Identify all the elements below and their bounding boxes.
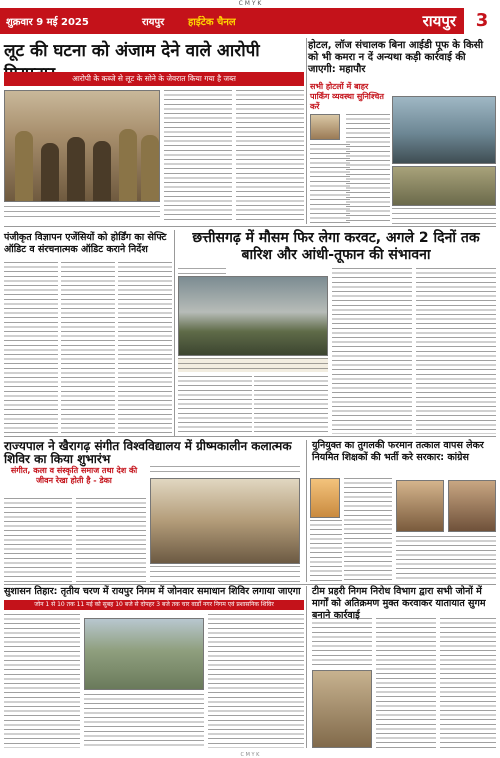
column-divider — [306, 440, 307, 582]
lead-headline: लूट की घटना को अंजाम देने वाले आरोपी — [4, 41, 260, 61]
inset-photo — [310, 114, 340, 140]
weather-body-col3 — [332, 268, 412, 434]
camp-photo — [84, 618, 204, 690]
column-divider — [306, 586, 307, 748]
hoarding-body-col3 — [118, 262, 172, 434]
registration-mark-bottom: C M Y K — [240, 752, 260, 758]
weather-dateline — [178, 268, 226, 274]
photo-figure — [119, 129, 137, 201]
leader-photo-1 — [396, 480, 444, 532]
encroachment-body-col3 — [440, 618, 496, 748]
section-divider — [4, 584, 496, 585]
hoarding-headline: पंजीकृत विज्ञापन एजेंसियों को होर्डिंग का सेफ्टि ऑडिट व संरचनात्मक ऑडिट कराने निर्देश — [4, 232, 167, 255]
encroachment-headline: टीम प्रहरी निगम निरोध विभाग द्वारा सभी जोनों में मार्गों को अतिक्रमण मुक्त करवाकर यातायात सुगम बनाने कार्रवाई — [312, 586, 486, 621]
parking-box-headline: सभी होटलों में बाहर पार्किंग व्यवस्था सुनिश्चित करें — [310, 82, 384, 111]
edition-city: रायपुर — [142, 17, 165, 28]
governor-event-photo — [150, 478, 300, 564]
hotel-inspection-photo — [392, 96, 496, 164]
lead-body-col2 — [236, 90, 304, 220]
newspaper-name: हाईटेक चैनल — [188, 17, 236, 28]
lead-body-bottom — [4, 206, 160, 220]
weather-photo-caption — [178, 358, 328, 372]
governor-body-col1 — [4, 498, 72, 582]
photo-figure — [15, 131, 33, 201]
arrest-photo — [4, 90, 160, 202]
encroachment-body-col2 — [376, 618, 436, 748]
section-divider — [4, 226, 496, 227]
weather-body-col2 — [254, 376, 328, 434]
congress-body-col1 — [344, 478, 392, 582]
registration-mark: C M Y K — [238, 0, 262, 7]
governor-body-bottom — [150, 566, 300, 582]
weather-body-col1 — [178, 376, 252, 434]
issue-date: शुक्रवार 9 मई 2025 — [6, 17, 89, 28]
governor-headline: राज्यपाल ने खैरागढ़ संगीत विश्वविद्यालय में ग्रीष्मकालीन कलात्मक शिविर का किया शुभारंभ — [4, 439, 292, 466]
congress-body-col2 — [396, 536, 496, 582]
governor-subhead: संगीत, कला व संस्कृति समाज तथा देश की जीवन रेखा होती है - डेका — [10, 466, 138, 485]
susashan-body-col1 — [4, 614, 80, 748]
section-title: रायपुर — [422, 12, 456, 30]
susashan-subhead: जोन 1 से 10 तक 11 मई को सुबह 10 बजे से दोपहर 3 बजे तक चार वार्डों नगर निगम एवं प्रशासनिक शिविर — [4, 600, 304, 610]
susashan-body-col2 — [84, 694, 204, 748]
section-divider — [4, 436, 496, 437]
congress-headline: युनियुक्त का तुगलकी फरमान तत्काल वापस लेकर नियमित शिक्षकों की भर्ती करे सरकार: कांग्रेस — [312, 440, 484, 463]
hoarding-body-col2 — [61, 262, 115, 434]
column-divider — [306, 38, 307, 224]
photo-figure — [67, 137, 85, 201]
photo-figure — [141, 135, 159, 201]
weather-headline: छत्तीसगढ़ में मौसम फिर लेगा करवट, अगले 2 दिनों तक बारिश और आंधी-तूफान की संभावना — [192, 230, 480, 263]
photo-figure — [93, 141, 111, 201]
photo-figure — [41, 143, 59, 201]
deep-diwan-photo — [310, 478, 340, 518]
masthead — [0, 8, 500, 34]
hotel-photo-2 — [392, 166, 496, 206]
deep-diwan-body — [310, 520, 342, 582]
susashan-headline: सुशासन तिहार: तृतीय चरण में रायपुर निगम में जोनवार समाधान शिविर लगाया जाएगा — [4, 586, 301, 597]
weather-body-col4 — [416, 268, 496, 434]
hoarding-body-col1 — [4, 262, 58, 434]
encroachment-photo — [312, 670, 372, 748]
hotel-headline: होटल, लॉज संचालक बिना आईडी पूफ के किसी को भी कमरा न दें अन्यथा कड़ी कार्रवाई की जाएगी: महापौर — [308, 40, 484, 75]
weather-photo — [178, 276, 328, 356]
encroachment-body-col1 — [312, 618, 372, 666]
lead-body-col1 — [164, 90, 232, 220]
leader-photo-2 — [448, 480, 496, 532]
susashan-body-col3 — [208, 614, 304, 748]
hotel-body-col3 — [392, 208, 496, 224]
column-divider — [174, 230, 175, 436]
page-number: 3 — [464, 8, 500, 34]
hotel-body-col2 — [346, 114, 390, 224]
governor-body-col2 — [76, 498, 146, 582]
governor-body-top — [150, 466, 300, 476]
hotel-body-col1 — [310, 144, 350, 224]
lead-subhead: आरोपी के कब्जे से लूट के सोने के जेवरात किया गया है जब्त — [4, 72, 304, 86]
